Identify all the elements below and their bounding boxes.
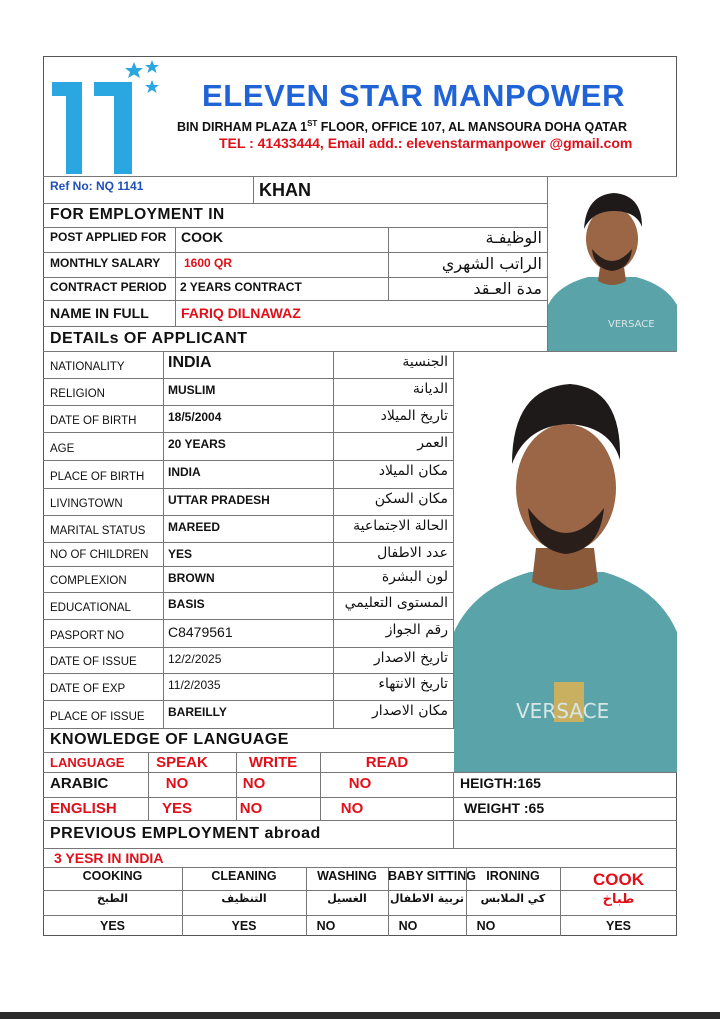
language-header: LANGUAGE [50,755,125,770]
star-icon [145,60,159,73]
detail-arabic: الحالة الاجتماعية [353,518,448,534]
detail-arabic: الجنسية [402,354,448,370]
company-contact: TEL : 41433444, Email add.: elevenstarmanpower @gmail.com [219,135,633,151]
address-part: BIN DIRHAM PLAZA 1 [177,120,308,135]
logo-graphic [48,58,163,176]
detail-arabic: عدد الاطفال [377,545,448,561]
skill-name: WASHING [317,869,377,883]
detail-arabic: لون البشرة [381,569,448,585]
applicant-photo-small [548,177,677,351]
detail-label: AGE [50,443,75,455]
previous-section-title: PREVIOUS EMPLOYMENT abroad [50,825,321,842]
shirt-print: VERSACE [516,699,610,723]
arabic-read: NO [348,775,372,792]
post-applied-label: POST APPLIED FOR [50,230,167,244]
detail-arabic: مكان السكن [374,491,448,507]
surname: KHAN [259,180,311,200]
detail-label: PASPORT NO [50,630,125,642]
monthly-salary-value: 1600 QR [184,256,233,270]
employment-section-title: FOR EMPLOYMENT IN [50,206,225,223]
weight-value: WEIGHT :65 [464,800,545,816]
detail-value: BAREILLY [168,705,227,719]
detail-label: EDUCATIONAL [50,602,131,614]
read-header: READ [365,754,409,771]
english-write: NO [239,800,263,817]
detail-value: 20 YEARS [168,437,226,451]
detail-label: RELIGION [50,388,105,400]
contract-period-arabic: مدة العـقد [473,279,542,298]
skill-arabic: كي الملابس [480,892,546,905]
skill-arabic: الغسيل [327,892,367,905]
name-value: FARIQ DILNAWAZ [181,305,301,321]
skill-name: CLEANING [211,869,277,883]
detail-value: 11/2/2035 [168,678,221,692]
detail-value: INDIA [168,354,212,371]
detail-label: MARITAL STATUS [50,525,146,537]
post-applied-value: COOK [181,229,223,245]
detail-label: DATE OF ISSUE [50,656,137,668]
skill-arabic: تربية الاطفال [389,892,464,905]
star-icon [145,80,159,93]
detail-label: PLACE OF ISSUE [50,711,145,723]
address-superscript: ST [307,119,318,128]
bottom-edge [0,1012,720,1019]
detail-arabic: المستوى التعليمي [344,595,448,611]
skill-value: NO [398,919,418,933]
skill-value: YES [99,919,125,933]
detail-arabic: مكان الميلاد [378,463,448,479]
detail-arabic: مكان الاصدار [372,703,448,719]
detail-label: LIVINGTOWN [50,498,123,510]
monthly-salary-label: MONTHLY SALARY [50,256,161,270]
skill-value: NO [476,919,496,933]
logo [48,58,163,176]
english-read: NO [340,800,364,817]
detail-value: UTTAR PRADESH [168,493,270,507]
detail-label: COMPLEXION [50,575,127,587]
language-section-title: KNOWLEDGE OF LANGUAGE [50,731,289,748]
detail-label: NATIONALITY [50,361,125,373]
detail-arabic: تاريخ الاصدار [373,650,448,666]
skill-value: NO [316,919,336,933]
skill-name: BABY SITTING [388,869,476,883]
contract-period-value: 2 YEARS CONTRACT [180,280,302,294]
company-address [177,119,627,134]
detail-label: DATE OF BIRTH [50,415,137,427]
detail-value: 12/2/2025 [168,652,222,666]
name-label: NAME IN FULL [50,305,149,321]
applicant-photo-large [454,352,677,772]
detail-value: MUSLIM [168,383,216,397]
speak-header: SPEAK [156,754,208,771]
detail-arabic: تاريخ الميلاد [380,408,448,424]
detail-label: NO OF CHILDREN [50,549,149,561]
contract-period-label: CONTRACT PERIOD [50,280,167,294]
star-icon [125,62,143,78]
ref-number: Ref No: NQ 1141 [50,179,144,193]
arabic-language: ARABIC [50,775,109,792]
detail-label: PLACE OF BIRTH [50,471,145,483]
write-header: WRITE [248,754,298,771]
company-name: ELEVEN STAR MANPOWER [202,78,626,113]
skill-value: YES [605,919,631,933]
post-applied-arabic: الوظيفـة [485,228,542,247]
detail-arabic: الديانة [412,381,448,397]
english-speak: YES [161,800,192,817]
detail-value: BROWN [168,571,215,585]
previous-detail: 3 YESR IN INDIA [54,850,164,866]
skill-name: IRONING [486,869,540,883]
detail-value: YES [168,547,193,561]
skill-arabic: التنظيف [221,892,267,905]
height-value: HEIGTH:165 [460,775,541,791]
detail-value: MAREED [168,520,221,534]
detail-value: BASIS [168,597,205,611]
arabic-write: NO [242,775,266,792]
shirt-print: VERSACE [608,319,655,330]
skill-arabic: الطبخ [96,892,129,905]
details-section-title: DETAILs OF APPLICANT [50,330,248,347]
detail-arabic: العمر [417,435,448,451]
arabic-speak: NO [165,775,189,792]
detail-arabic: تاريخ الانتهاء [378,676,448,692]
detail-label: DATE OF EXP [50,683,126,695]
english-language: ENGLISH [50,800,117,817]
skill-value: YES [231,919,257,933]
monthly-salary-arabic: الراتب الشهري [441,254,542,273]
detail-arabic: رقم الجواز [385,622,448,638]
detail-value: 18/5/2004 [168,410,222,424]
detail-value: C8479561 [168,624,233,640]
skill-name: COOKING [82,869,143,883]
address-part: FLOOR, OFFICE 107, AL MANSOURA DOHA QATAR [317,120,628,135]
skill-name: COOK [593,870,644,889]
skill-arabic: طباخ [602,892,635,907]
detail-value: INDIA [168,465,201,479]
